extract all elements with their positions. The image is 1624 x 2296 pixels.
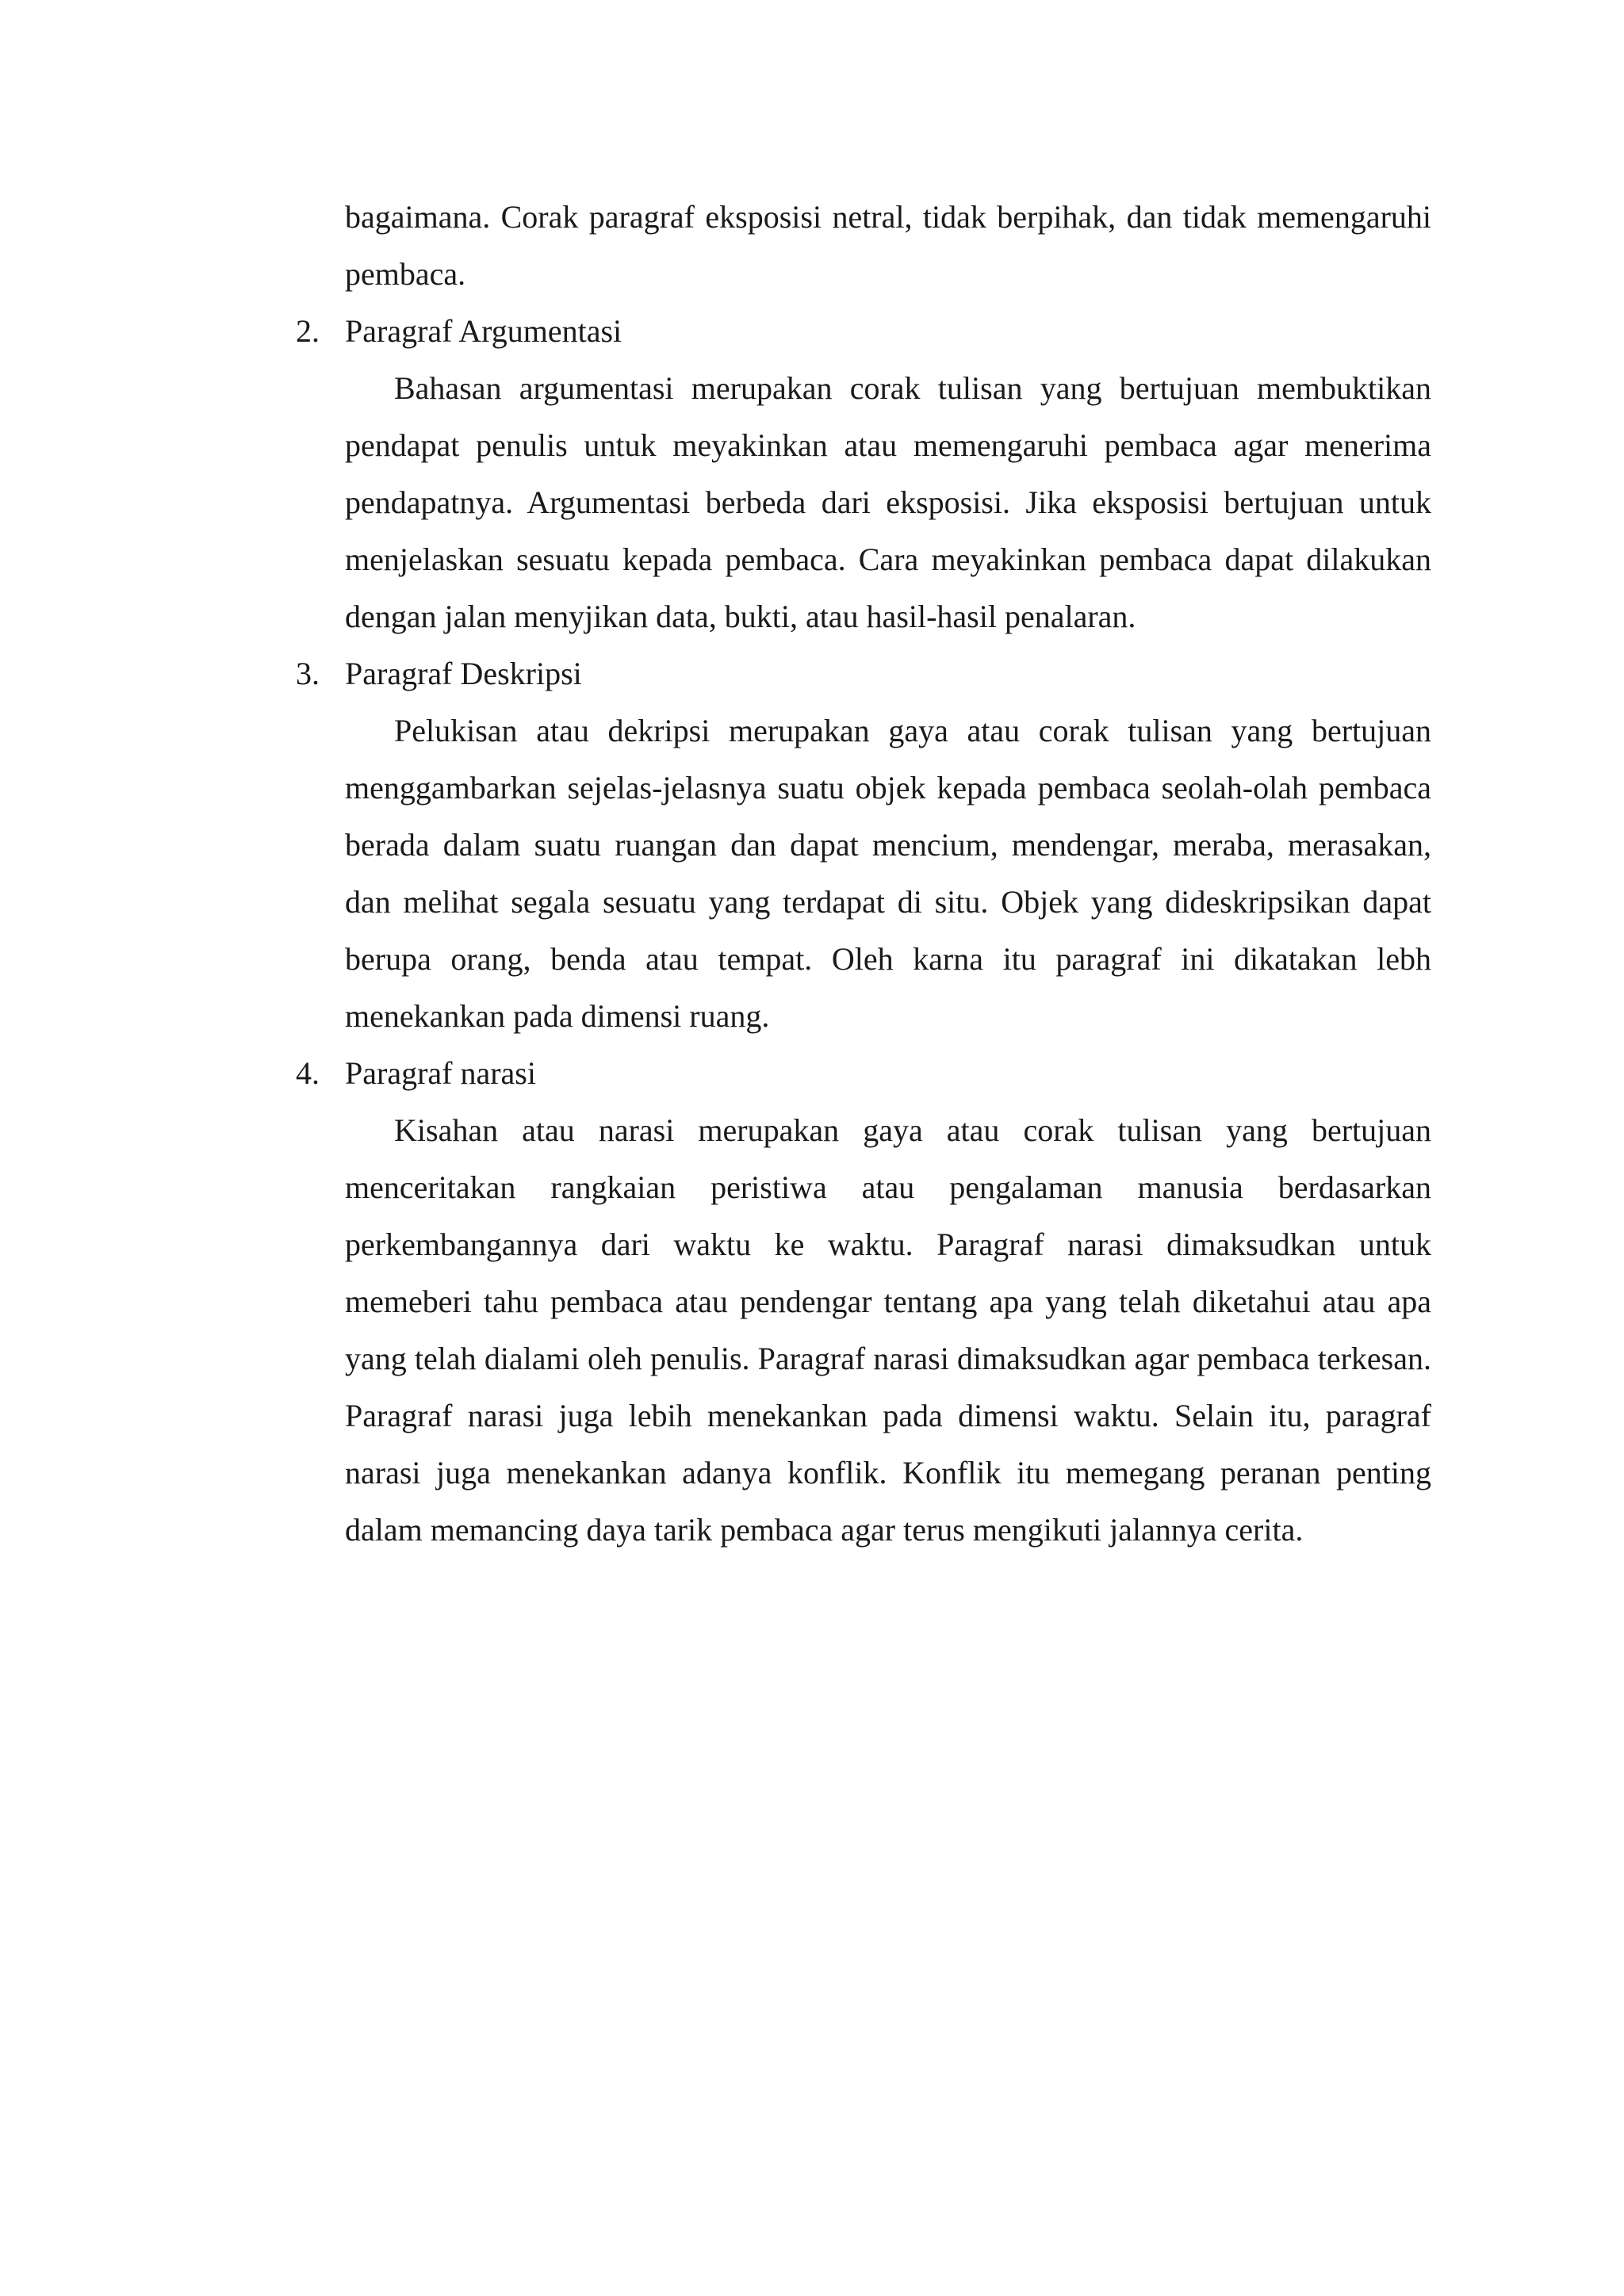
- list-item-deskripsi: [296, 645, 1431, 1045]
- list-item-number: 4.: [296, 1055, 320, 1091]
- list-item-title: Paragraf Deskripsi: [345, 656, 582, 691]
- list-item-title: Paragraf Argumentasi: [345, 313, 622, 349]
- document-body: [296, 189, 1431, 1559]
- list-item-heading: [296, 303, 1431, 360]
- list-item-number: 3.: [296, 656, 320, 691]
- list-item-argumentasi: [296, 303, 1431, 645]
- list-item-heading: [296, 1045, 1431, 1102]
- continuation-paragraph: bagaimana. Corak paragraf eksposisi netral, tidak berpihak, dan tidak memengaruhi pembaca.: [345, 199, 1431, 292]
- list-item-heading: [296, 645, 1431, 702]
- list-item-narasi: [296, 1045, 1431, 1559]
- list-item-paragraph: Pelukisan atau dekripsi merupakan gaya atau corak tulisan yang bertujuan menggambarkan sejelas-jelasnya suatu objek kepada pembaca seolah-olah pembaca berada dalam suatu ruangan dan dapat mencium, mendengar, meraba, merasakan, dan melihat segala sesuatu yang terdapat di situ. Objek yang dideskripsikan dapat berupa orang, benda atau tempat. Oleh karna itu paragraf ini dikatakan lebh menekankan pada dimensi ruang.: [345, 713, 1431, 1034]
- list-item-number: 2.: [296, 313, 320, 349]
- list-item-paragraph: Kisahan atau narasi merupakan gaya atau corak tulisan yang bertujuan menceritakan rangkaian peristiwa atau pengalaman manusia berdasarkan perkembangannya dari waktu ke waktu. Paragraf narasi dimaksudkan untuk memeberi tahu pembaca atau pendengar tentang apa yang telah diketahui atau apa yang telah dialami oleh penulis. Paragraf narasi dimaksudkan agar pembaca terkesan. Paragraf narasi juga lebih menekankan pada dimensi waktu. Selain itu, paragraf narasi juga menekankan adanya konflik. Konflik itu memegang peranan penting dalam memancing daya tarik pembaca agar terus mengikuti jalannya cerita.: [345, 1112, 1431, 1548]
- list-item-paragraph: Bahasan argumentasi merupakan corak tulisan yang bertujuan membuktikan pendapat penulis untuk meyakinkan atau memengaruhi pembaca agar menerima pendapatnya. Argumentasi berbeda dari eksposisi. Jika eksposisi bertujuan untuk menjelaskan sesuatu kepada pembaca. Cara meyakinkan pembaca dapat dilakukan dengan jalan menyjikan data, bukti, atau hasil-hasil penalaran.: [345, 370, 1431, 634]
- list-item-title: Paragraf narasi: [345, 1055, 536, 1091]
